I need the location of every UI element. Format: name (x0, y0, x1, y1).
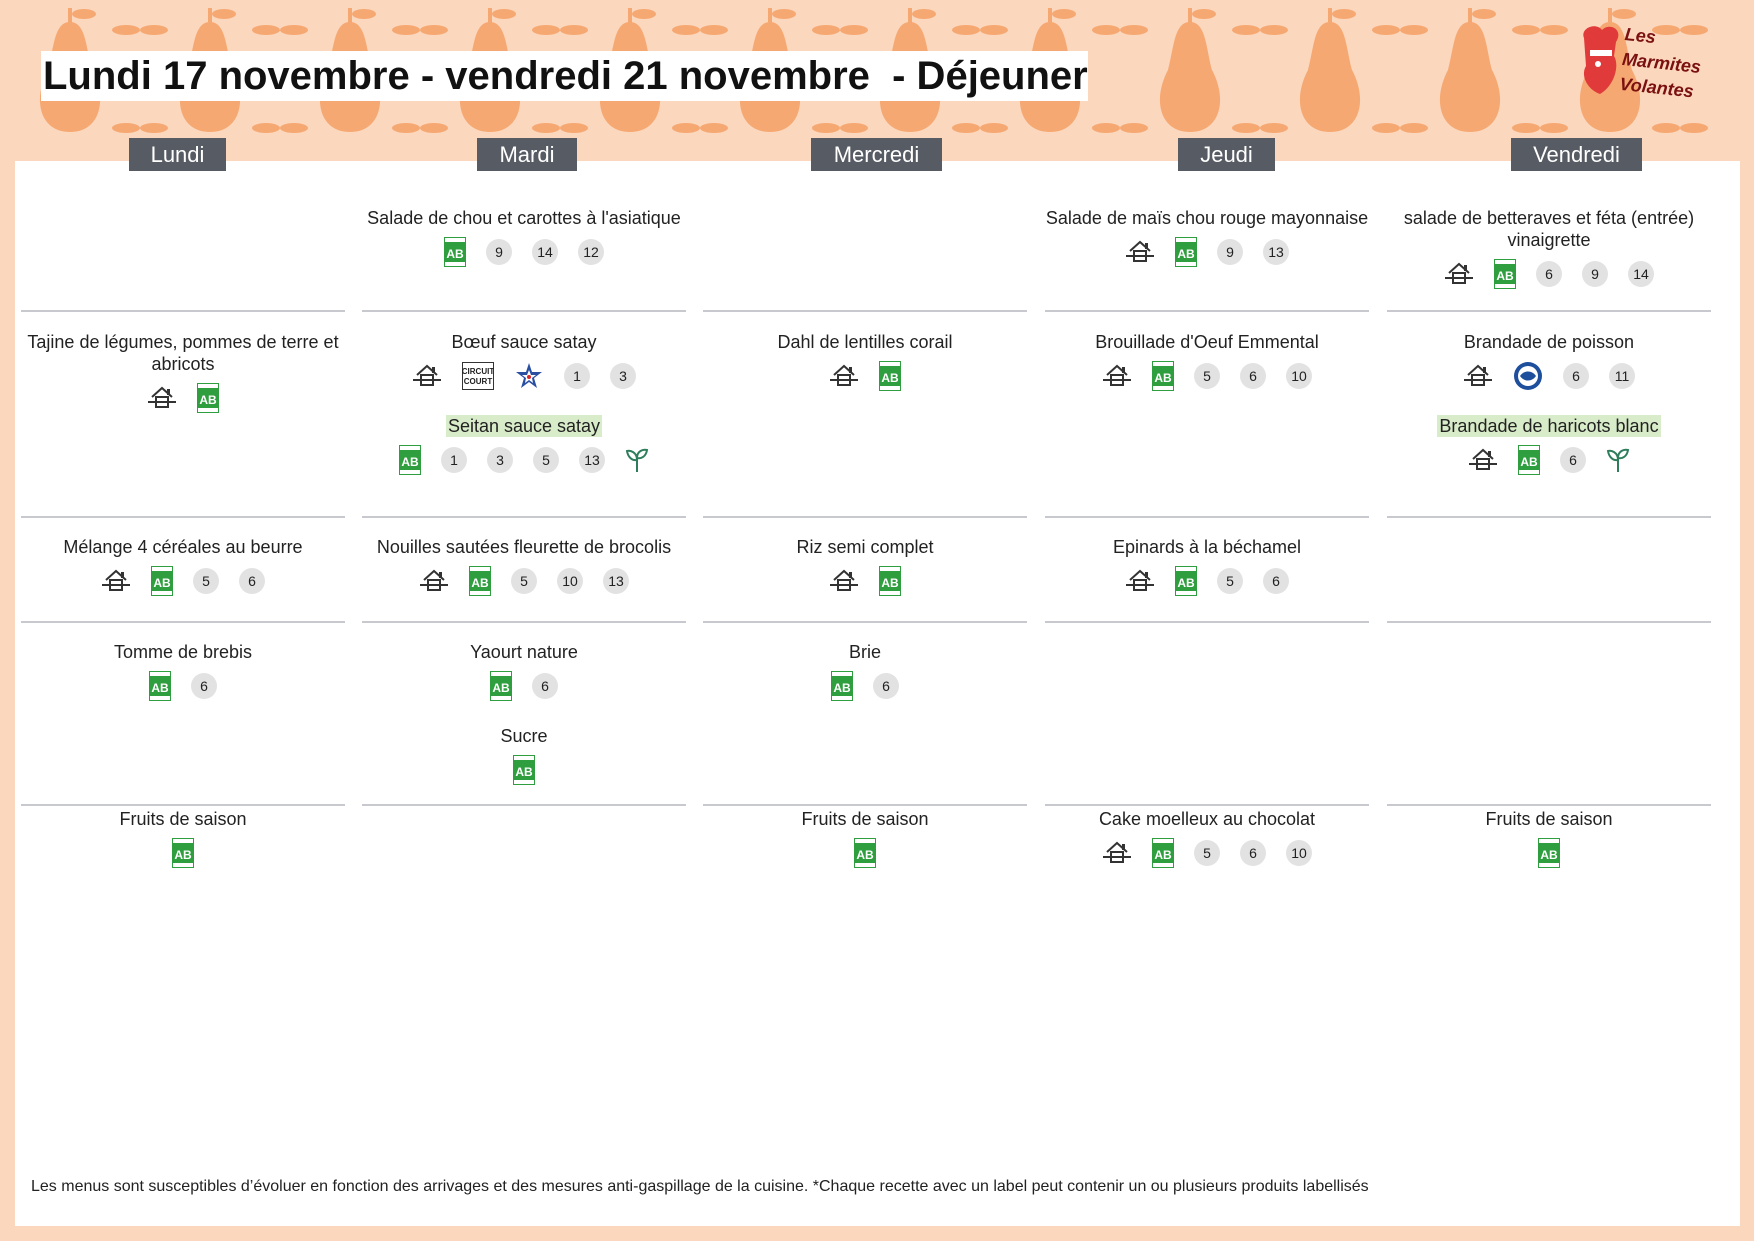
logo-line: Volantes (1618, 73, 1695, 102)
row-divider (1045, 310, 1369, 312)
fait-maison-icon (829, 363, 859, 389)
allergen-badge: 6 (191, 673, 217, 699)
menu-cell (21, 331, 345, 413)
dish-item (21, 536, 345, 596)
dish-label: Salade de maïs chou rouge mayonnaise (1045, 208, 1369, 228)
menu-cell (1045, 808, 1369, 868)
dish-item (1387, 415, 1711, 475)
svg-text:COURT: COURT (463, 377, 493, 386)
row-divider (21, 621, 345, 623)
menu-cell (703, 536, 1027, 596)
propeller-decoration-icon (1372, 25, 1428, 133)
dish-badges (1387, 445, 1711, 475)
menu-cell (1387, 808, 1711, 868)
pear-decoration-icon (1300, 8, 1360, 132)
row-divider (1045, 516, 1369, 518)
dish-item (1387, 331, 1711, 391)
bio-icon (1518, 445, 1540, 475)
svg-text:AB: AB (881, 371, 899, 385)
row-divider (362, 804, 686, 806)
bio-icon (149, 671, 171, 701)
dish-item (1045, 808, 1369, 868)
row-divider (362, 310, 686, 312)
fait-maison-icon (1125, 239, 1155, 265)
dish-item (1045, 536, 1369, 596)
dish-name (21, 641, 345, 663)
allergen-badge: 5 (1217, 568, 1243, 594)
bio-icon (1152, 838, 1174, 868)
row-divider (1045, 804, 1369, 806)
dish-label: Tomme de brebis (113, 642, 253, 662)
allergen-badge: 1 (564, 363, 590, 389)
row-divider (21, 516, 345, 518)
dish-item (703, 331, 1027, 391)
dish-badges (1045, 838, 1369, 868)
dish-name (1045, 207, 1369, 229)
bio-icon (879, 361, 901, 391)
dish-label: Brandade de poisson (1463, 332, 1635, 352)
allergen-badge: 13 (1263, 239, 1289, 265)
logo-line: Les (1623, 24, 1657, 48)
svg-text:AB: AB (1177, 576, 1195, 590)
vegetarien-icon (625, 447, 649, 473)
dish-badges (362, 445, 686, 475)
logo (1570, 20, 1710, 115)
footer-note: Les menus sont susceptibles d’évoluer en fonction des arrivages et des mesures anti-gaspillage de la cuisine. *Chaque recette avec un label peut contenir un ou plusieurs produits labellisés (31, 1178, 1369, 1195)
dish-label: Tajine de légumes, pommes de terre et abricots (27, 332, 339, 374)
svg-text:AB: AB (1177, 247, 1195, 261)
dish-badges (362, 566, 686, 596)
dish-item (703, 536, 1027, 596)
svg-text:AB: AB (446, 247, 464, 261)
dish-label: Nouilles sautées fleurette de brocolis (376, 537, 672, 557)
dish-name (1045, 536, 1369, 558)
bio-icon (1538, 838, 1560, 868)
fait-maison-icon (1102, 363, 1132, 389)
dish-label: Bœuf sauce satay (451, 332, 597, 352)
bio-icon (469, 566, 491, 596)
dish-label: Fruits de saison (1485, 809, 1613, 829)
logo-text (1618, 22, 1704, 105)
fait-maison-icon (147, 385, 177, 411)
svg-text:AB: AB (856, 848, 874, 862)
dish-label: Fruits de saison (119, 809, 247, 829)
peche-durable-icon (1513, 361, 1543, 391)
row-divider (703, 804, 1027, 806)
allergen-badge: 5 (1194, 840, 1220, 866)
dish-name (1045, 808, 1369, 830)
allergen-badge: 9 (1217, 239, 1243, 265)
dish-item (362, 331, 686, 391)
dish-item (1045, 207, 1369, 267)
dish-name (1045, 331, 1369, 353)
bio-icon (1494, 259, 1516, 289)
circuit-court-icon (462, 362, 494, 390)
dish-item (703, 808, 1027, 868)
dish-item (21, 331, 345, 413)
allergen-badge: 3 (610, 363, 636, 389)
fait-maison-icon (412, 363, 442, 389)
allergen-badge: 3 (487, 447, 513, 473)
menu-cell (1045, 536, 1369, 596)
row-divider (703, 310, 1027, 312)
row-divider (362, 516, 686, 518)
menu-cell (362, 641, 686, 785)
dish-badges (362, 755, 686, 785)
allergen-badge: 11 (1609, 363, 1635, 389)
allergen-badge: 5 (193, 568, 219, 594)
allergen-badge: 6 (532, 673, 558, 699)
svg-text:AB: AB (515, 765, 533, 779)
menu-cell (1045, 207, 1369, 267)
svg-text:AB: AB (471, 576, 489, 590)
svg-text:AB: AB (1154, 848, 1172, 862)
menu-cell (1387, 207, 1711, 289)
dish-badges (21, 671, 345, 701)
dish-label: Brouillade d'Oeuf Emmental (1095, 332, 1319, 352)
row-divider (1045, 621, 1369, 623)
svg-text:AB: AB (151, 681, 169, 695)
vegetarien-icon (1606, 447, 1630, 473)
dish-badges (1387, 361, 1711, 391)
dish-label: Sucre (500, 726, 548, 746)
dish-name (703, 808, 1027, 830)
dish-item (362, 207, 686, 267)
dish-badges (21, 566, 345, 596)
row-divider (21, 804, 345, 806)
dish-badges (1045, 361, 1369, 391)
fait-maison-icon (101, 568, 131, 594)
fait-maison-icon (1444, 261, 1474, 287)
dish-label: Brie (848, 642, 881, 662)
fait-maison-icon (1463, 363, 1493, 389)
row-divider (703, 621, 1027, 623)
allergen-badge: 13 (603, 568, 629, 594)
dish-badges (1045, 237, 1369, 267)
fait-maison-icon (1102, 840, 1132, 866)
dish-badges (362, 237, 686, 267)
svg-text:AB: AB (174, 848, 192, 862)
bio-icon (399, 445, 421, 475)
svg-text:AB: AB (833, 681, 851, 695)
svg-text:AB: AB (199, 393, 217, 407)
fait-maison-icon (419, 568, 449, 594)
dish-item (1387, 207, 1711, 289)
allergen-badge: 6 (1263, 568, 1289, 594)
allergen-badge: 6 (1240, 363, 1266, 389)
allergen-badge: 5 (533, 447, 559, 473)
menu-cell (21, 536, 345, 596)
propeller-decoration-icon (1092, 25, 1148, 133)
dish-item (362, 415, 686, 475)
allergen-badge: 6 (1240, 840, 1266, 866)
menu-cell (21, 641, 345, 701)
dish-item (1387, 808, 1711, 868)
dish-badges (703, 361, 1027, 391)
dish-name (362, 536, 686, 558)
bio-icon (513, 755, 535, 785)
menu-cell (21, 808, 345, 868)
row-divider (1387, 621, 1711, 623)
day-header-mercredi: Mercredi (811, 138, 942, 171)
bio-icon (1175, 566, 1197, 596)
allergen-badge: 9 (1582, 261, 1608, 287)
propeller-decoration-icon (1232, 25, 1288, 133)
pear-decoration-icon (1440, 8, 1500, 132)
dish-badges (1045, 566, 1369, 596)
allergen-badge: 1 (441, 447, 467, 473)
allergen-badge: 6 (873, 673, 899, 699)
dish-item (362, 725, 686, 785)
allergen-badge: 12 (578, 239, 604, 265)
allergen-badge: 6 (239, 568, 265, 594)
dish-label: Cake moelleux au chocolat (1098, 809, 1316, 829)
day-header-mardi: Mardi (477, 138, 577, 171)
allergen-badge: 14 (1628, 261, 1654, 287)
allergen-badge: 6 (1560, 447, 1586, 473)
svg-text:AB: AB (1540, 848, 1558, 862)
dish-label: Riz semi complet (796, 537, 934, 557)
dish-name (21, 536, 345, 558)
dish-name (362, 207, 686, 229)
vegetarian-dish-name (362, 415, 686, 437)
dish-item (21, 641, 345, 701)
pear-decoration-icon (1160, 8, 1220, 132)
dish-badges (362, 361, 686, 391)
dish-item (362, 536, 686, 596)
dish-name (362, 725, 686, 747)
dish-label: Yaourt nature (470, 642, 578, 662)
dish-label: Brandade de haricots blanc (1439, 416, 1659, 436)
allergen-badge: 13 (579, 447, 605, 473)
dish-badges (1387, 838, 1711, 868)
bio-icon (490, 671, 512, 701)
bio-icon (854, 838, 876, 868)
allergen-badge: 9 (486, 239, 512, 265)
dish-badges (362, 671, 686, 701)
dish-name (362, 641, 686, 663)
row-divider (1387, 804, 1711, 806)
dish-name (21, 331, 345, 375)
fait-maison-icon (829, 568, 859, 594)
menu-cell (362, 331, 686, 475)
dish-badges (703, 566, 1027, 596)
svg-text:AB: AB (401, 455, 419, 469)
propeller-decoration-icon (1512, 25, 1568, 133)
fait-maison-icon (1468, 447, 1498, 473)
viande-francaise-icon (514, 362, 544, 390)
dish-name (703, 641, 1027, 663)
day-header-vendredi: Vendredi (1511, 138, 1642, 171)
svg-text:AB: AB (1520, 455, 1538, 469)
allergen-badge: 6 (1563, 363, 1589, 389)
bio-icon (831, 671, 853, 701)
menu-cell (362, 536, 686, 596)
dish-name (1387, 331, 1711, 353)
menu-cell (703, 331, 1027, 391)
dish-badges (703, 838, 1027, 868)
dish-name (362, 331, 686, 353)
bio-icon (1152, 361, 1174, 391)
bio-icon (172, 838, 194, 868)
svg-text:CIRCUIT: CIRCUIT (462, 367, 494, 376)
dish-label: Epinards à la béchamel (1112, 537, 1302, 557)
dish-label: salade de betteraves et féta (entrée) vinaigrette (1403, 208, 1695, 250)
dish-name (703, 536, 1027, 558)
menu-cell (1387, 331, 1711, 475)
menu-cell (1045, 331, 1369, 391)
svg-text:AB: AB (492, 681, 510, 695)
svg-text:AB: AB (1496, 269, 1514, 283)
dish-name (21, 808, 345, 830)
bio-icon (879, 566, 901, 596)
allergen-badge: 6 (1536, 261, 1562, 287)
menu-cell (703, 641, 1027, 701)
dish-label: Fruits de saison (801, 809, 929, 829)
page-title: Lundi 17 novembre - vendredi 21 novembre - Déjeuner (41, 51, 1088, 101)
svg-text:AB: AB (881, 576, 899, 590)
dish-label: Dahl de lentilles corail (777, 332, 953, 352)
dish-item (362, 641, 686, 701)
day-header-jeudi: Jeudi (1178, 138, 1275, 171)
dish-badges (21, 838, 345, 868)
dish-item (21, 808, 345, 868)
row-divider (21, 310, 345, 312)
allergen-badge: 10 (1286, 840, 1312, 866)
row-divider (1387, 310, 1711, 312)
allergen-badge: 14 (532, 239, 558, 265)
bio-icon (1175, 237, 1197, 267)
dish-label: Salade de chou et carottes à l'asiatique (367, 208, 681, 228)
dish-name (1387, 207, 1711, 251)
bio-icon (197, 383, 219, 413)
allergen-badge: 5 (1194, 363, 1220, 389)
row-divider (1387, 516, 1711, 518)
bio-icon (151, 566, 173, 596)
svg-text:AB: AB (153, 576, 171, 590)
vegetarian-dish-name (1387, 415, 1711, 437)
row-divider (703, 516, 1027, 518)
allergen-badge: 10 (557, 568, 583, 594)
dish-badges (21, 383, 345, 413)
day-header-lundi: Lundi (129, 138, 226, 171)
row-divider (362, 621, 686, 623)
dish-name (703, 331, 1027, 353)
dish-name (1387, 808, 1711, 830)
dish-item (1045, 331, 1369, 391)
dish-label: Seitan sauce satay (447, 416, 601, 436)
bio-icon (444, 237, 466, 267)
menu-cell (703, 808, 1027, 868)
allergen-badge: 10 (1286, 363, 1312, 389)
fait-maison-icon (1125, 568, 1155, 594)
dish-badges (703, 671, 1027, 701)
allergen-badge: 5 (511, 568, 537, 594)
logo-line: Marmites (1621, 48, 1702, 78)
dish-item (703, 641, 1027, 701)
dish-label: Mélange 4 céréales au beurre (63, 537, 303, 557)
menu-cell (362, 207, 686, 267)
dish-badges (1387, 259, 1711, 289)
svg-text:AB: AB (1154, 371, 1172, 385)
